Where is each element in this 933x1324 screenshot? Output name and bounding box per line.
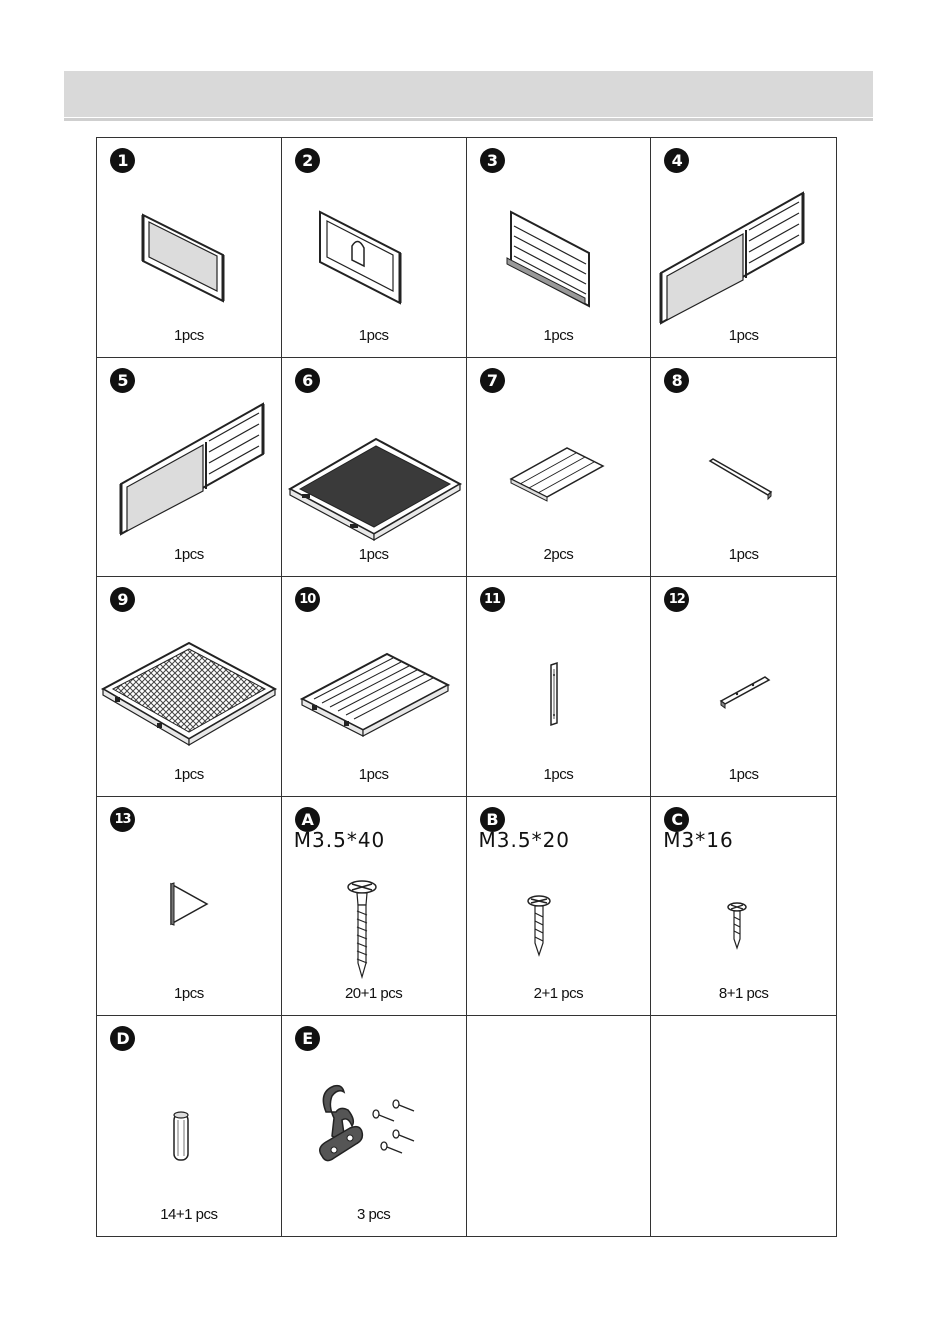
part-number-badge: 5 xyxy=(110,368,135,393)
part-cell-8 xyxy=(651,358,836,578)
screw-icon xyxy=(467,797,652,1017)
part-letter-badge: E xyxy=(295,1026,320,1051)
quantity-label: 1pcs xyxy=(728,326,759,344)
part-letter-badge: B xyxy=(480,807,505,832)
screw-spec-label: M3.5*40 xyxy=(293,827,386,852)
slatted-floor-icon xyxy=(282,577,467,797)
part-number-badge: 8 xyxy=(664,368,689,393)
door-panel-icon xyxy=(282,138,467,358)
part-number-badge: 1 xyxy=(110,148,135,173)
post-icon xyxy=(467,577,652,797)
slat-board-icon xyxy=(467,358,652,578)
part-number-badge: 13 xyxy=(110,807,135,832)
quantity-label: 1pcs xyxy=(358,765,389,783)
quantity-label: 20+1 pcs xyxy=(344,985,403,1003)
part-letter-badge: C xyxy=(664,807,689,832)
part-number-badge: 3 xyxy=(480,148,505,173)
rod-icon xyxy=(651,358,836,578)
long-side-panel-icon xyxy=(651,138,836,358)
part-number-badge: 11 xyxy=(480,587,505,612)
bar-icon xyxy=(651,577,836,797)
part-cell-6 xyxy=(282,358,467,578)
floor-tray-icon xyxy=(282,358,467,578)
quantity-label: 1pcs xyxy=(543,765,574,783)
part-number-badge: 12 xyxy=(664,587,689,612)
screw-icon xyxy=(651,797,836,1017)
part-cell-A xyxy=(282,797,467,1017)
part-cell-4 xyxy=(651,138,836,358)
mesh-floor-icon xyxy=(97,577,282,797)
quantity-label: 3 pcs xyxy=(356,1206,391,1223)
dowel-icon xyxy=(97,1016,282,1236)
triangle-bracket-icon xyxy=(97,797,282,1017)
quantity-label: 14+1 pcs xyxy=(160,1206,218,1223)
quantity-label: 1pcs xyxy=(174,985,204,1003)
glass-panel-icon xyxy=(97,138,282,358)
part-cell-7 xyxy=(467,358,652,578)
part-cell-E xyxy=(282,1016,467,1236)
slatted-panel-icon xyxy=(467,138,652,358)
empty-cell xyxy=(467,1016,652,1236)
part-cell-5 xyxy=(97,358,282,578)
quantity-label: 2pcs xyxy=(543,546,574,564)
quantity-label: 2+1 pcs xyxy=(533,985,584,1003)
empty-cell xyxy=(651,1016,836,1236)
screw-spec-label: M3.5*20 xyxy=(478,827,571,852)
part-number-badge: 6 xyxy=(295,368,320,393)
part-number-badge: 2 xyxy=(295,148,320,173)
part-letter-badge: A xyxy=(295,807,320,832)
part-number-badge: 9 xyxy=(110,587,135,612)
quantity-label: 1pcs xyxy=(174,546,204,564)
part-cell-C xyxy=(651,797,836,1017)
part-cell-11 xyxy=(467,577,652,797)
header-bar xyxy=(64,71,873,117)
part-number-badge: 10 xyxy=(295,587,320,612)
part-number-badge: 7 xyxy=(480,368,505,393)
screw-spec-label: M3*16 xyxy=(663,827,734,852)
quantity-label: 1pcs xyxy=(543,326,574,344)
parts-grid xyxy=(96,137,837,1237)
part-cell-B xyxy=(467,797,652,1017)
quantity-label: 1pcs xyxy=(728,765,759,783)
quantity-label: 1pcs xyxy=(174,765,204,783)
part-cell-9 xyxy=(97,577,282,797)
quantity-label: 1pcs xyxy=(358,326,389,344)
part-letter-badge: D xyxy=(110,1026,135,1051)
part-cell-1 xyxy=(97,138,282,358)
part-cell-10 xyxy=(282,577,467,797)
screw-icon xyxy=(282,797,467,1017)
quantity-label: 1pcs xyxy=(358,546,389,564)
part-cell-2 xyxy=(282,138,467,358)
quantity-label: 1pcs xyxy=(174,326,204,344)
long-side-panel-icon xyxy=(97,358,282,578)
part-cell-12 xyxy=(651,577,836,797)
header-rule xyxy=(64,118,873,121)
part-cell-13 xyxy=(97,797,282,1017)
part-cell-3 xyxy=(467,138,652,358)
quantity-label: 1pcs xyxy=(728,546,759,564)
quantity-label: 8+1 pcs xyxy=(718,985,769,1003)
part-cell-D xyxy=(97,1016,282,1236)
hook-icon xyxy=(282,1016,467,1236)
part-number-badge: 4 xyxy=(664,148,689,173)
